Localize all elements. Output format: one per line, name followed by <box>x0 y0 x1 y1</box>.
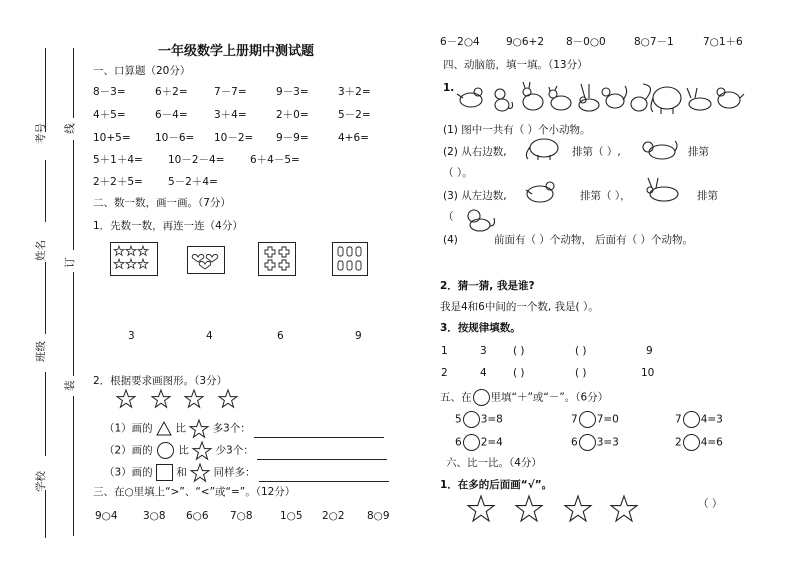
compare-item[interactable]: 7○8 <box>230 510 253 522</box>
section-3-heading: 三、在○里填上“>”、“<”或“=”。（12分） <box>93 486 296 498</box>
compare-item[interactable]: 7○1＋6 <box>703 36 743 48</box>
binding-line <box>45 372 46 456</box>
rabbit-icon <box>523 82 543 110</box>
calc-item: 4＋5= <box>93 109 126 121</box>
calc-item: 6＋2= <box>155 86 188 98</box>
draw-row-label: （3）画的 <box>104 466 153 479</box>
sign-item <box>455 411 503 428</box>
sign-item <box>571 434 619 451</box>
section-4-q4-num: (4) <box>443 234 458 246</box>
star-icon <box>192 441 212 460</box>
compare-item[interactable]: 2○2 <box>322 510 345 522</box>
guess-heading: 2．猜一猜, 我是谁? <box>440 280 535 292</box>
draw-row-label: 同样多： <box>213 466 256 479</box>
cat-icon <box>602 86 627 108</box>
answer-line[interactable] <box>254 437 384 438</box>
section-4-q1: (1) 图中一共有（ ）个小动物。 <box>443 124 591 136</box>
compare-item[interactable]: 3○8 <box>143 510 166 522</box>
calc-item: 5－2＋4= <box>168 176 218 188</box>
pattern-cell: 2 <box>441 367 448 379</box>
cat-icon <box>640 139 680 161</box>
binding-line <box>45 48 46 132</box>
star-icon <box>190 463 210 482</box>
sign-num: 2 <box>675 436 682 449</box>
cut-line <box>73 272 74 376</box>
compare-item[interactable]: 9○6+2 <box>506 36 545 48</box>
section-6-q1: 1．在多的后面画“√”。 <box>440 479 553 491</box>
count-number: 6 <box>277 330 284 342</box>
draw-row-label: （1）画的 <box>104 422 153 435</box>
section-5-heading <box>440 389 608 406</box>
label-kaohao: 考号 <box>35 123 47 144</box>
section-4-q4: 前面有（ ）个动物， 后面有（ ）个动物。 <box>494 234 694 246</box>
count-number: 3 <box>128 330 135 342</box>
pattern-cell: 3 <box>480 345 487 357</box>
section-4-heading: 四、动脑筋，填一填。（13分） <box>443 59 588 71</box>
box-crosses <box>258 242 296 276</box>
calc-item: 5－2= <box>338 109 371 121</box>
q3-rank-2: 排第 <box>697 190 718 202</box>
label-banji: 班级 <box>35 341 47 362</box>
count-number: 9 <box>355 330 362 342</box>
calc-item: 6－4= <box>155 109 188 121</box>
sign-rest: 3=3 <box>596 436 619 449</box>
compare-item[interactable]: 6○6 <box>186 510 209 522</box>
section-2-heading: 二、数一数，画一画。（7分） <box>93 197 231 209</box>
q2-label: (2) 从右边数, <box>443 146 507 158</box>
circle-icon <box>473 389 490 406</box>
calc-item: 10－2= <box>214 132 254 144</box>
sign-circle[interactable] <box>463 411 480 428</box>
section-5-heading-a: 五、在 <box>440 391 472 404</box>
section-6-heading: 六、比一比。（4分） <box>446 457 542 469</box>
box-hearts <box>187 246 225 274</box>
sign-item <box>675 411 723 428</box>
label-xingming: 姓名 <box>35 240 47 261</box>
calc-item: 3＋4= <box>214 109 247 121</box>
sign-item <box>675 434 723 451</box>
line-zhuang: 装 <box>63 380 76 391</box>
bird-icon <box>457 88 482 107</box>
binding-line <box>45 160 46 222</box>
page-title: 一年级数学上册期中测试题 <box>158 44 315 59</box>
calc-item: 10－2－4= <box>168 154 225 166</box>
pattern-blank[interactable]: ( ) <box>513 367 525 379</box>
line-ding: 订 <box>63 257 76 268</box>
section-4-num: 1. <box>443 82 455 94</box>
q3-rank: 排第（ ）， <box>580 190 631 202</box>
sign-num: 5 <box>455 413 462 426</box>
calc-item: 2＋2＋5= <box>93 176 143 188</box>
section-4-q2 <box>443 146 507 159</box>
circle-icon <box>157 442 174 459</box>
pattern-blank[interactable]: ( ) <box>575 345 587 357</box>
sign-item <box>455 434 503 451</box>
rabbit-icon <box>579 84 599 111</box>
cross-icon-group <box>259 243 295 275</box>
sign-num: 6 <box>571 436 578 449</box>
square-icon <box>156 464 173 481</box>
pattern-cell: 9 <box>646 345 653 357</box>
section-4-q3: (3) 从左边数, <box>443 190 507 202</box>
calc-item: 10+5= <box>93 132 131 144</box>
compare-item[interactable]: 8○7－1 <box>634 36 674 48</box>
sign-num: 7 <box>675 413 682 426</box>
section-2-q2: 2．根据要求画图形。（3分） <box>93 375 228 387</box>
box-stars <box>110 242 158 276</box>
compare-item[interactable]: 1○5 <box>280 510 303 522</box>
answer-line[interactable] <box>257 459 387 460</box>
rabbit-icon <box>687 88 711 110</box>
sign-circle[interactable] <box>683 411 700 428</box>
cut-line <box>73 140 74 250</box>
star-icon <box>189 419 209 438</box>
star-icon-row <box>468 495 648 523</box>
calc-item: 9－9= <box>276 132 309 144</box>
star-icon-row <box>117 389 247 409</box>
binding-line <box>45 262 46 334</box>
pattern-blank[interactable]: ( ) <box>513 345 525 357</box>
heart-icon-group <box>188 247 224 273</box>
sign-num: 7 <box>571 413 578 426</box>
cut-line <box>73 48 74 118</box>
section-2-q1: 1．先数一数，再连一连（4分） <box>93 220 243 232</box>
cut-line <box>73 396 74 536</box>
calc-item: 9－3= <box>276 86 309 98</box>
draw-row-3 <box>104 463 389 482</box>
draw-row-label: 比 <box>175 422 186 435</box>
triangle-icon <box>156 421 172 436</box>
draw-row-2 <box>104 441 387 460</box>
animals-strip <box>455 80 745 116</box>
draw-row-label: （2）画的 <box>104 444 153 457</box>
calc-item: 10－6= <box>155 132 195 144</box>
elephant-icon <box>651 87 681 114</box>
sign-item <box>571 411 619 428</box>
line-xian: 线 <box>63 123 76 134</box>
sign-rest: 4=3 <box>700 413 723 426</box>
sign-rest: 2=4 <box>480 436 503 449</box>
bird-icon <box>717 88 744 108</box>
pattern-cell: 10 <box>641 367 655 379</box>
compare-item[interactable]: 9○4 <box>95 510 118 522</box>
binding-line <box>45 490 46 538</box>
compare-item[interactable]: 8○9 <box>367 510 390 522</box>
pattern-heading: 3．按规律填数。 <box>440 322 521 334</box>
section-1-heading: 一、口算题（20分） <box>93 65 191 77</box>
guess-text: 我是4和6中间的一个数, 我是( ）。 <box>440 301 599 313</box>
calc-item: 5＋1＋4= <box>93 154 143 166</box>
calc-item: 4+6= <box>338 132 369 144</box>
sign-rest: 3=8 <box>480 413 503 426</box>
monkey-icon <box>462 208 498 232</box>
count-number: 4 <box>206 330 213 342</box>
calc-item: 6＋4－5= <box>250 154 300 166</box>
squirrel-icon <box>631 84 651 111</box>
sign-rest: 7=0 <box>596 413 619 426</box>
answer-line[interactable] <box>259 481 389 482</box>
rabbit-icon <box>642 176 682 202</box>
star-icon-group <box>111 243 157 275</box>
draw-row-label: 少3个： <box>215 444 254 457</box>
oval-icon-group <box>333 243 367 275</box>
box-ovals <box>332 242 368 276</box>
elephant-icon <box>520 137 564 161</box>
sign-circle[interactable] <box>463 434 480 451</box>
pattern-cell: 4 <box>480 367 487 379</box>
q3-rank-2-paren: （ <box>443 211 454 223</box>
answer-paren[interactable]: （ ） <box>698 498 723 510</box>
calc-item: 3＋2= <box>338 86 371 98</box>
q2-rank-2-paren: （ ）。 <box>443 167 473 179</box>
label-xuexiao: 学校 <box>35 471 47 492</box>
cat-icon <box>549 86 571 110</box>
q2-rank-2: 排第 <box>688 146 709 158</box>
sign-circle[interactable] <box>579 434 596 451</box>
sign-num: 6 <box>455 436 462 449</box>
calc-item: 7－7= <box>214 86 247 98</box>
sign-rest: 4=6 <box>700 436 723 449</box>
sign-circle[interactable] <box>683 434 700 451</box>
draw-row-label: 和 <box>176 466 187 479</box>
draw-row-label: 比 <box>178 444 189 457</box>
monkey-icon <box>495 89 513 111</box>
q2-rank: 排第（ ）, <box>572 146 621 158</box>
calc-item: 8－3= <box>93 86 126 98</box>
bird-icon <box>522 180 562 204</box>
section-5-heading-b: 里填“＋”或“－”。（6分） <box>490 391 609 404</box>
draw-row-1 <box>104 419 384 438</box>
compare-item[interactable]: 6－2○4 <box>440 36 480 48</box>
pattern-blank[interactable]: ( ) <box>575 367 587 379</box>
compare-item[interactable]: 8－0○0 <box>566 36 606 48</box>
calc-item: 2＋0= <box>276 109 309 121</box>
pattern-cell: 1 <box>441 345 448 357</box>
sign-circle[interactable] <box>579 411 596 428</box>
draw-row-label: 多3个： <box>212 422 251 435</box>
